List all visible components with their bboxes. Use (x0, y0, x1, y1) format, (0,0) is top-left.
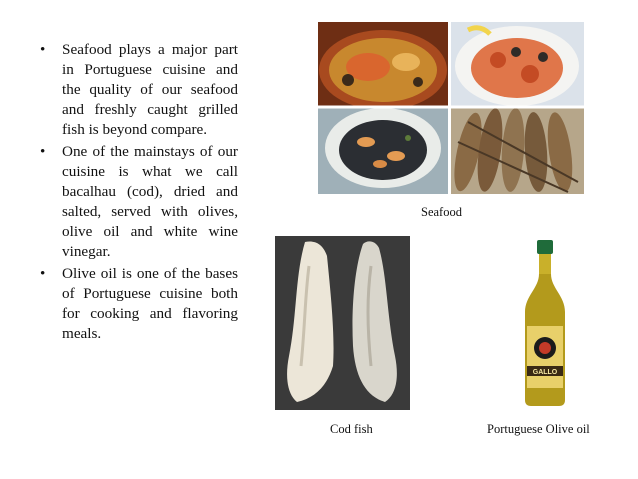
bullet-olive-oil: • Olive oil is one of the bases of Portuguese cuisine both for cooking and flavoring meals. (40, 264, 238, 344)
caption-seafood: Seafood (421, 205, 462, 219)
seafood-collage (318, 22, 584, 194)
mussels-image (318, 108, 448, 194)
caption-olive-oil: Portuguese Olive oil (487, 422, 590, 436)
bottle-label-text: GALLO (532, 369, 558, 376)
shrimp-plate-image (451, 22, 584, 106)
bullet-list (40, 40, 238, 346)
bullet-bacalhau: • One of the mainstays of our cuisine is what we call bacalhau (cod), dried and salted, served with olives, olive oil and white wine vinegar. (40, 142, 238, 262)
sardines-image (449, 107, 584, 194)
seafood-stew-image (318, 22, 448, 110)
bullet-seafood: • Seafood plays a major part in Portuguese cuisine and the quality of our seafood and freshly caught grilled fish is beyond compare. (40, 40, 238, 140)
caption-cod-fish: Cod fish (330, 422, 373, 436)
olive-oil-bottle-image (519, 240, 571, 408)
cod-fish-image (275, 236, 410, 410)
